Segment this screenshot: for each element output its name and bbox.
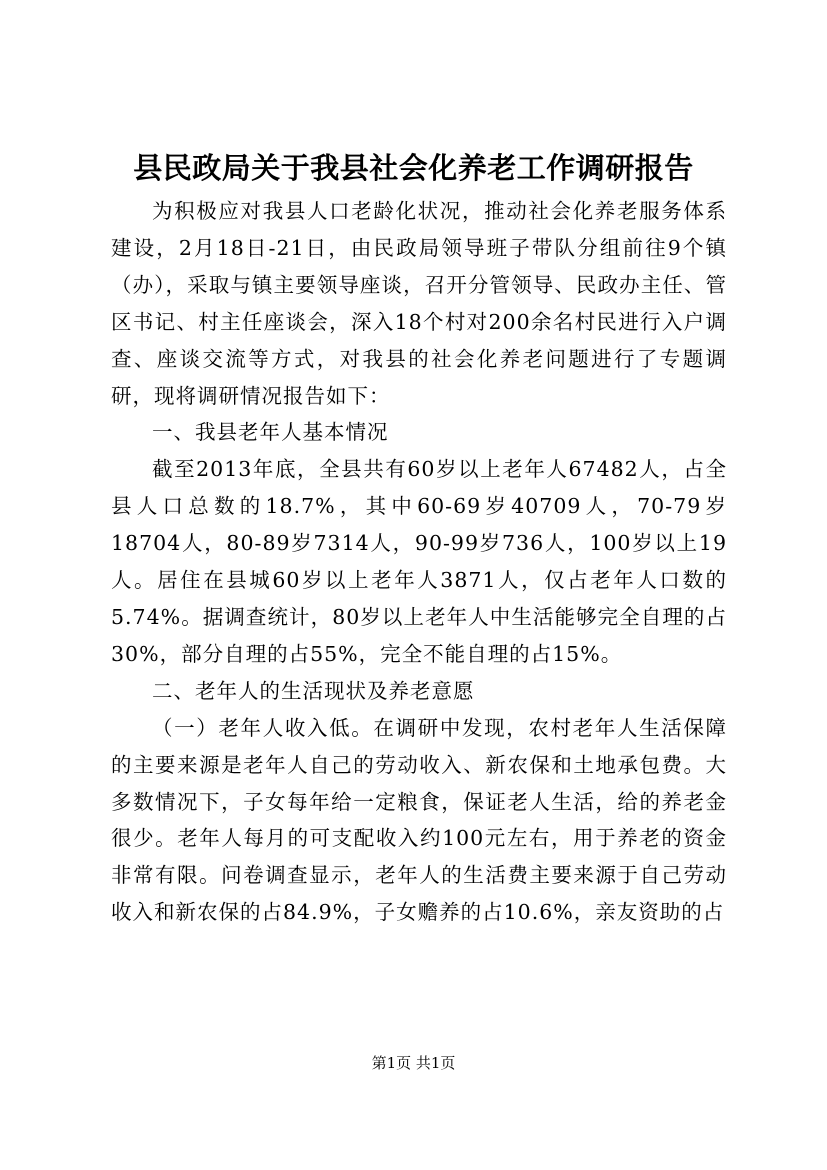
paragraph-income: （一）老年人收入低。在调研中发现，农村老年人生活保障的主要来源是老年人自己的劳动收入、新农保和土地承包费。大多数情况下，子女每年给一定粮食，保证老人生活，给的养老金很少。老年人每月的可支配收入约100元左右，用于养老的资金非常有限。问卷调查显示，老年人的生活费主要来源于自己劳动收入和新农保的占84.9%，子女赡养的占10.6%，亲友资助的占 bbox=[111, 715, 727, 925]
document-body bbox=[111, 193, 727, 931]
page-footer: 第1页 共1页 bbox=[371, 1054, 456, 1072]
paragraph-intro: 为积极应对我县人口老龄化状况，推动社会化养老服务体系建设，2月18日-21日，由民政局领导班子带队分组前往9个镇（办），采取与镇主要领导座谈，召开分管领导、民政办主任、管区书记、村主任座谈会，深入18个村对200余名村民进行入户调查、座谈交流等方式，对我县的社会化养老问题进行了专题调研，现将调研情况报告如下： bbox=[111, 199, 727, 408]
paragraph-basic-situation: 截至2013年底，全县共有60岁以上老年人67482人，占全县人口总数的18.7%，其中60-69岁40709人，70-79岁18704人，80-89岁7314人，90-99岁736人，100岁以上19人。居住在县城60岁以上老年人3871人，仅占老年人口数的5.74%。据调查统计，80岁以上老年人中生活能够完全自理的占30%，部分自理的占55%，完全不能自理的占15%。 bbox=[111, 457, 727, 666]
document-title: 县民政局关于我县社会化养老工作调研报告 bbox=[133, 151, 694, 185]
section-heading-1: 一、我县老年人基本情况 bbox=[152, 420, 389, 445]
section-heading-2: 二、老年人的生活现状及养老意愿 bbox=[152, 678, 475, 703]
